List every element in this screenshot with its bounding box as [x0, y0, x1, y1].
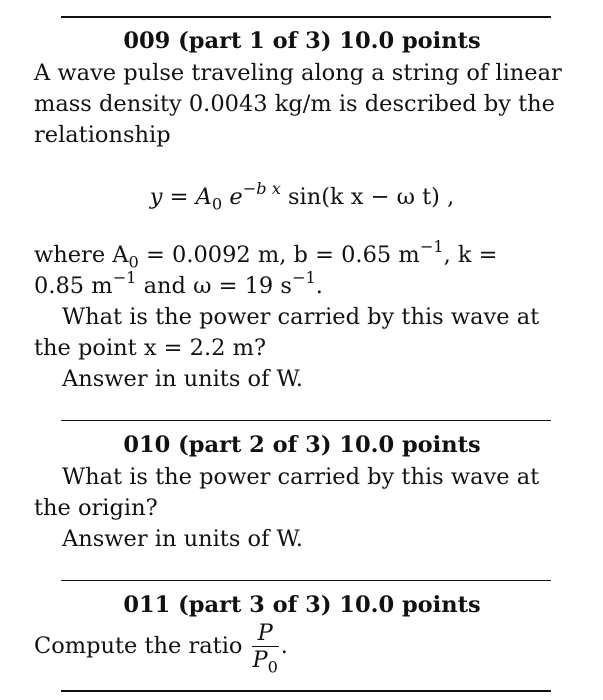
ratio-period: .	[280, 633, 288, 659]
ratio-fraction	[252, 620, 279, 677]
part2-question-line1: What is the power carried by this wave at	[62, 464, 540, 490]
part2-header: 010 (part 2 of 3) 10.0 points	[123, 432, 481, 458]
part3-body	[34, 620, 570, 677]
top-rule	[61, 16, 551, 18]
part1-intro-line3: relationship	[34, 122, 171, 148]
part1-intro-line2: mass density 0.0043 kg/m is described by the	[34, 91, 555, 117]
ratio-numerator: P	[252, 620, 279, 647]
part2-body	[34, 462, 570, 555]
part1-intro	[34, 58, 570, 151]
part1-question-line1: What is the power carried by this wave at	[62, 304, 540, 330]
divider-1	[61, 420, 551, 421]
wave-equation: $y = A_0$ $e^{-b x}$ sin(k x − ω t) ,	[149, 178, 455, 214]
bottom-rule	[61, 690, 551, 692]
ratio-denominator: $P_0$	[252, 647, 278, 677]
parameters-line2: 0.85 $m^{-1}$ and ω = 19 $s^{-1}$.	[34, 267, 323, 299]
part3-header: 011 (part 3 of 3) 10.0 points	[123, 592, 481, 618]
part1-intro-line1: A wave pulse traveling along a string of linear	[34, 60, 562, 86]
part2-answer-units: Answer in units of W.	[62, 526, 303, 552]
part2-question-line2: the origin?	[34, 495, 158, 521]
part1-answer-units: Answer in units of W.	[62, 366, 303, 392]
part1-question-line2: the point x = 2.2 m?	[34, 335, 267, 361]
part1-header: 009 (part 1 of 3) 10.0 points	[123, 28, 481, 54]
part1-parameters	[34, 236, 570, 395]
divider-2	[61, 580, 551, 581]
parameters-line1: where $A_0 = 0.0092$ m, b = 0.65 $m^{-1}$, k =	[34, 236, 498, 272]
part3-prompt: Compute the ratio	[34, 633, 250, 659]
